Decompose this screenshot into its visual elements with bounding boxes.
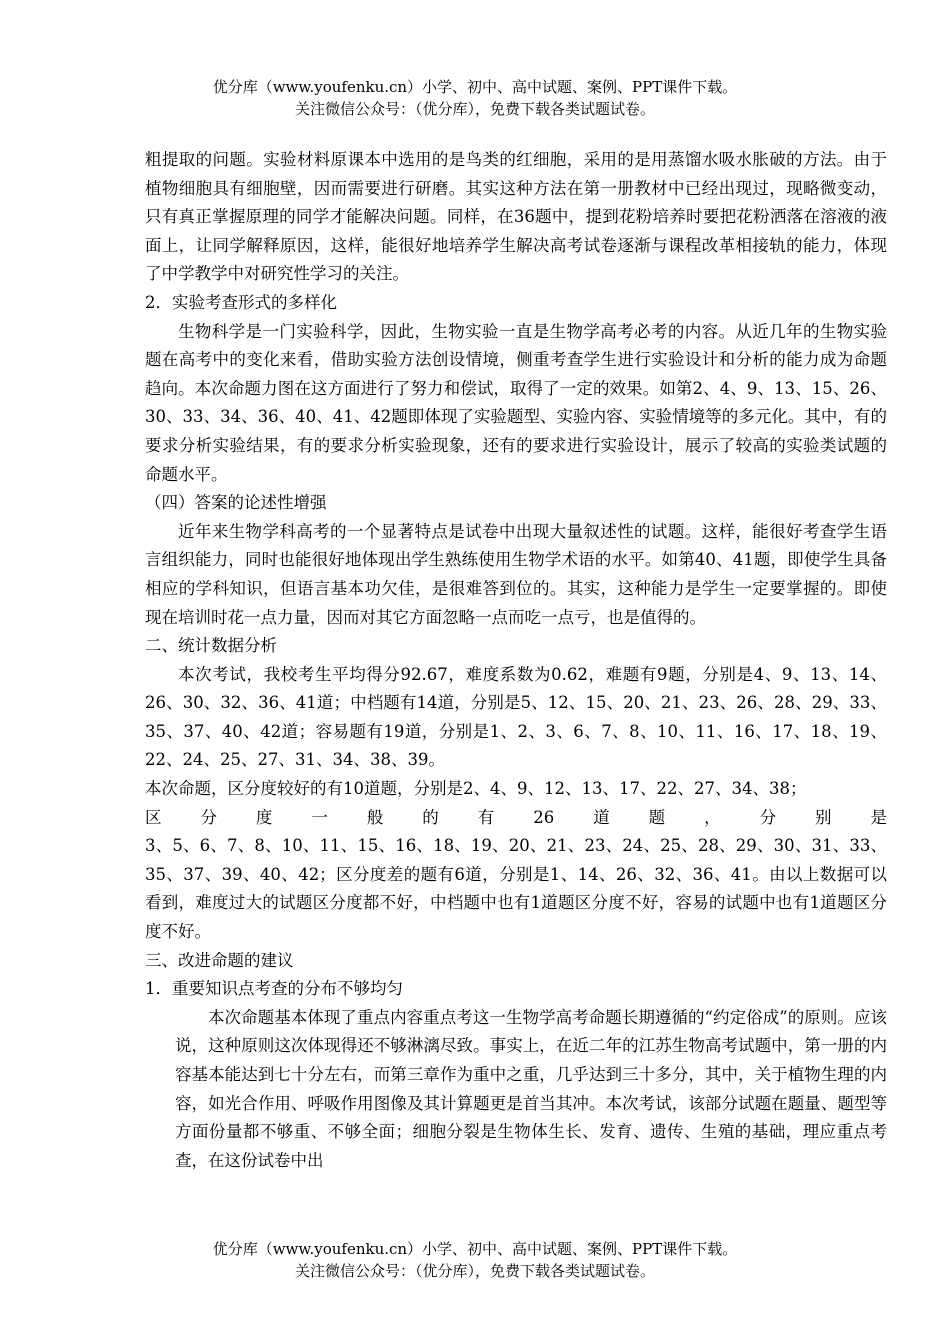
heading-suggestions: 三、改进命题的建议 [145, 950, 294, 970]
paragraph-answer-discussion: 近年来生物学科高考的一个显著特点是试卷中出现大量叙述性的试题。这样，能很好考查学生语言组织能力，同时也能很好地体现出学生熟练使用生物学术语的水平。如第40、41题，即使学生具备相应的学科知识，但语言基本功欠佳，是很难答到位的。其实，这种能力是学生一定要掌握的。即使现在培训时花一点力量，因而对其它方面忽略一点而吃一点亏，也是值得的。 [145, 521, 887, 627]
paragraph-difficulty: 本次考试，我校考生平均得分92.67，难度系数为0.62，难题有9题，分别是4、9、13、14、26、30、32、36、41道；中档题有14道，分别是5、12、15、20、21、23、26、28、29、33、35、37、40、42道；容易题有19道，分别是1、2、3、6、7、8、10、11、16、17、18、19、22、24、25、27、31、34、38、39。 [145, 664, 887, 770]
paragraph-discrimination-list: 3、5、6、7、8、10、11、15、16、18、19、20、21、23、24、25、28、29、30、31、33、35、37、39、40、42；区分度差的题有6道，分别是1、14、26、32、36、41。由以上数据可以看到，难度过大的试题区分度都不好，中档题中也有1道题区分度不好，容易的试题中也有1道题区分度不好。 [145, 836, 887, 942]
footer-line-1: 优分库（www.youfenku.cn）小学、初中、高中试题、案例、PPT课件下载。 [212, 1240, 738, 1258]
paragraph-continuation: 粗提取的问题。实验材料原课本中选用的是鸟类的红细胞，采用的是用蒸馏水吸水胀破的方法。由于植物细胞具有细胞壁，因而需要进行研磨。其实这种方法在第一册教材中已经出现过，现略微变动，只有真正掌握原理的同学才能解决问题。同样，在36题中，提到花粉培养时要把花粉洒落在溶液的液面上，让同学解释原因，这样，能很好地培养学生解决高考试卷逐渐与课程改革相接轨的能力，体现了中学教学中对研究性学习的关注。 [145, 150, 887, 284]
document-body [145, 146, 887, 1175]
heading-knowledge-distribution: 1．重要知识点考查的分布不够均匀 [145, 979, 403, 999]
heading-statistics: 二、统计数据分析 [145, 636, 277, 656]
paragraph-knowledge-distribution: 本次命题基本体现了重点内容重点考这一生物学高考命题长期遵循的“约定俗成”的原则。应该说，这种原则这次体现得还不够淋漓尽致。事实上，在近二年的江苏生物高考试题中，第一册的内容基本能达到七十分左右，而第三章作为重中之重，几乎达到三十多分，其中，关于植物生理的内容，如光合作用、呼吸作用图像及其计算题更是首当其冲。本次考试，该部分试题在题量、题型等方面份量都不够重、不够全面；细胞分裂是生物体生长、发育、遗传、生殖的基础，理应重点考查，在这份试卷中出 [175, 1007, 887, 1170]
paragraph-discrimination-good: 本次命题，区分度较好的有10道题，分别是2、4、9、12、13、17、22、27、34、38； [145, 779, 807, 799]
header-line-1: 优分库（www.youfenku.cn）小学、初中、高中试题、案例、PPT课件下载。 [212, 78, 738, 96]
heading-answer-discussion: （四）答案的论述性增强 [145, 493, 327, 513]
page-footer [0, 1238, 950, 1282]
paragraph-experiment-forms: 生物科学是一门实验科学，因此，生物实验一直是生物学高考必考的内容。从近几年的生物实验题在高考中的变化来看，借助实验方法创设情境，侧重考查学生进行实验设计和分析的能力成为命题趋向。本次命题力图在这方面进行了努力和偿试，取得了一定的效果。如第2、4、9、13、15、26、30、33、34、36、40、41、42题即体现了实验题型、实验内容、实验情境等的多元化。其中，有的要求分析实验结果，有的要求分析实验现象，还有的要求进行实验设计，展示了较高的实验类试题的命题水平。 [145, 321, 887, 484]
footer-line-2: 关注微信公众号：（优分库），免费下载各类试题试卷。 [294, 1262, 655, 1280]
paragraph-discrimination-average-label: 区分度一般的有26道题，分别是 [145, 807, 887, 827]
heading-experiment-forms: 2．实验考查形式的多样化 [145, 292, 337, 312]
header-line-2: 关注微信公众号：（优分库），免费下载各类试题试卷。 [294, 100, 655, 118]
page-header [0, 76, 950, 120]
